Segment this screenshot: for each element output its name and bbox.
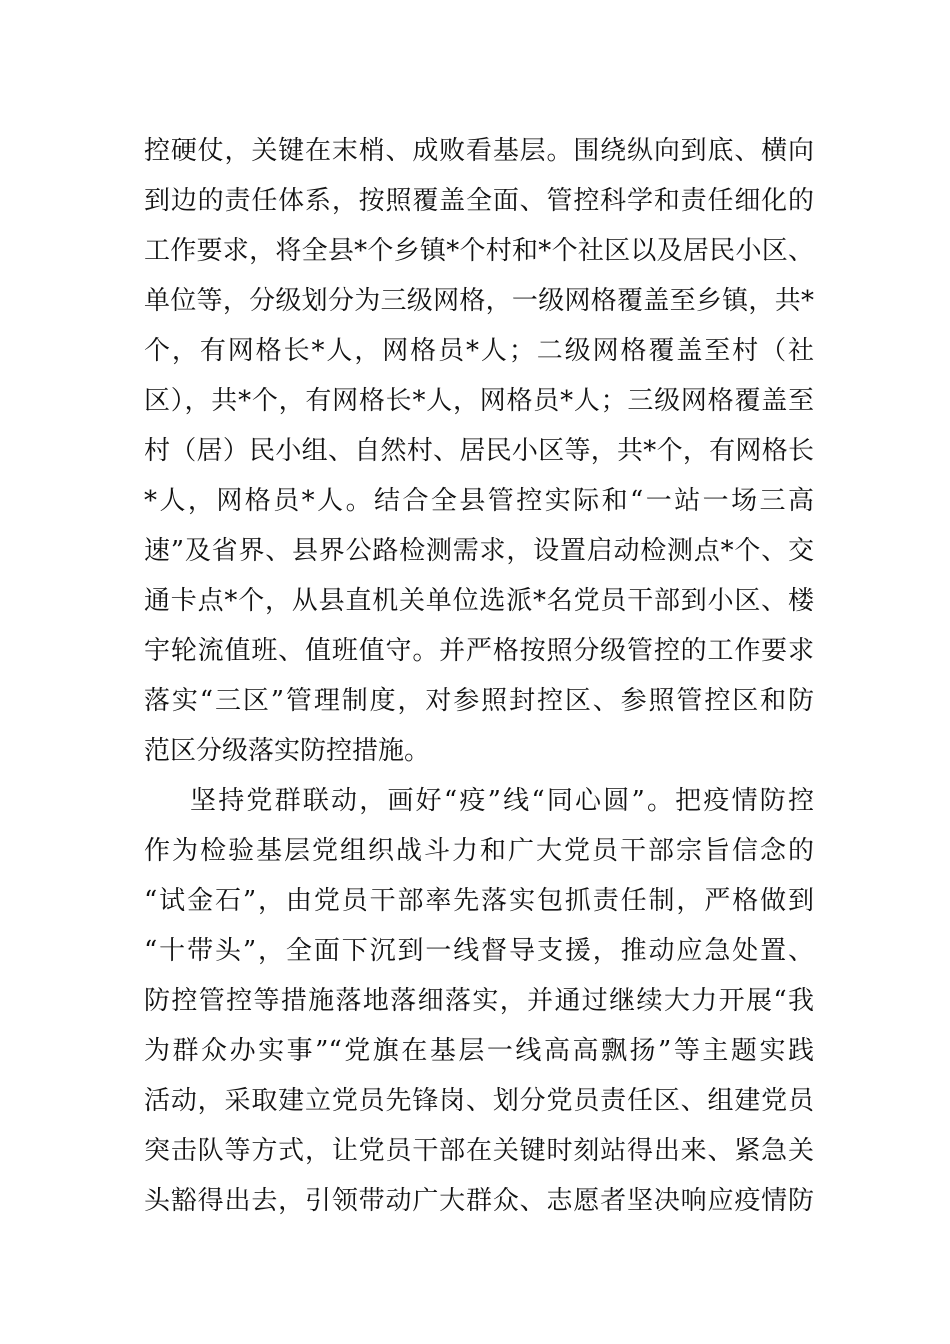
paragraph-2-line: “试金石”，由党员干部率先落实包抓责任制，严格做到 [144, 886, 814, 916]
paragraph-1-line: 速”及省界、县界公路检测需求，设置启动检测点*个、交 [144, 536, 814, 566]
paragraph-2-line: 作为检验基层党组织战斗力和广大党员干部宗旨信念的 [144, 836, 814, 866]
paragraph-1-line: 落实“三区”管理制度，对参照封控区、参照管控区和防 [144, 686, 814, 716]
paragraph-1-line: 通卡点*个，从县直机关单位选派*名党员干部到小区、楼 [144, 586, 814, 616]
paragraph-1-line: 控硬仗，关键在末梢、成败看基层。围绕纵向到底、横向 [144, 136, 814, 166]
paragraph-1-line: 个，有网格长*人，网格员*人；二级网格覆盖至村（社 [144, 336, 814, 366]
paragraph-2-line: 突击队等方式，让党员干部在关键时刻站得出来、紧急关 [144, 1136, 814, 1166]
paragraph-1-line: 村（居）民小组、自然村、居民小区等，共*个，有网格长 [144, 436, 814, 466]
paragraph-1-line: 范区分级落实防控措施。 [144, 736, 431, 766]
paragraph-2-line: 坚持党群联动，画好“疫”线“同心圆”。把疫情防控 [190, 786, 814, 816]
paragraph-1-line: 到边的责任体系，按照覆盖全面、管控科学和责任细化的 [144, 186, 814, 216]
paragraph-2-line: 活动，采取建立党员先锋岗、划分党员责任区、组建党员 [144, 1086, 814, 1116]
paragraph-1-line: 宇轮流值班、值班值守。并严格按照分级管控的工作要求 [144, 636, 814, 666]
paragraph-1-line: 单位等，分级划分为三级网格，一级网格覆盖至乡镇，共* [144, 286, 814, 316]
paragraph-2-line: “十带头”，全面下沉到一线督导支援，推动应急处置、 [144, 936, 814, 966]
paragraph-1-line: 区），共*个，有网格长*人，网格员*人；三级网格覆盖至 [144, 386, 814, 416]
paragraph-2-line: 头豁得出去，引领带动广大群众、志愿者坚决响应疫情防 [144, 1186, 814, 1216]
paragraph-1-line: *人，网格员*人。结合全县管控实际和“一站一场三高 [144, 486, 814, 516]
paragraph-1-line: 工作要求，将全县*个乡镇*个村和*个社区以及居民小区、 [144, 236, 814, 266]
paragraph-2-line: 防控管控等措施落地落细落实，并通过继续大力开展“我 [144, 986, 814, 1016]
paragraph-2-line: 为群众办实事”“党旗在基层一线高高飘扬”等主题实践 [144, 1036, 814, 1066]
body-text [144, 126, 814, 1226]
